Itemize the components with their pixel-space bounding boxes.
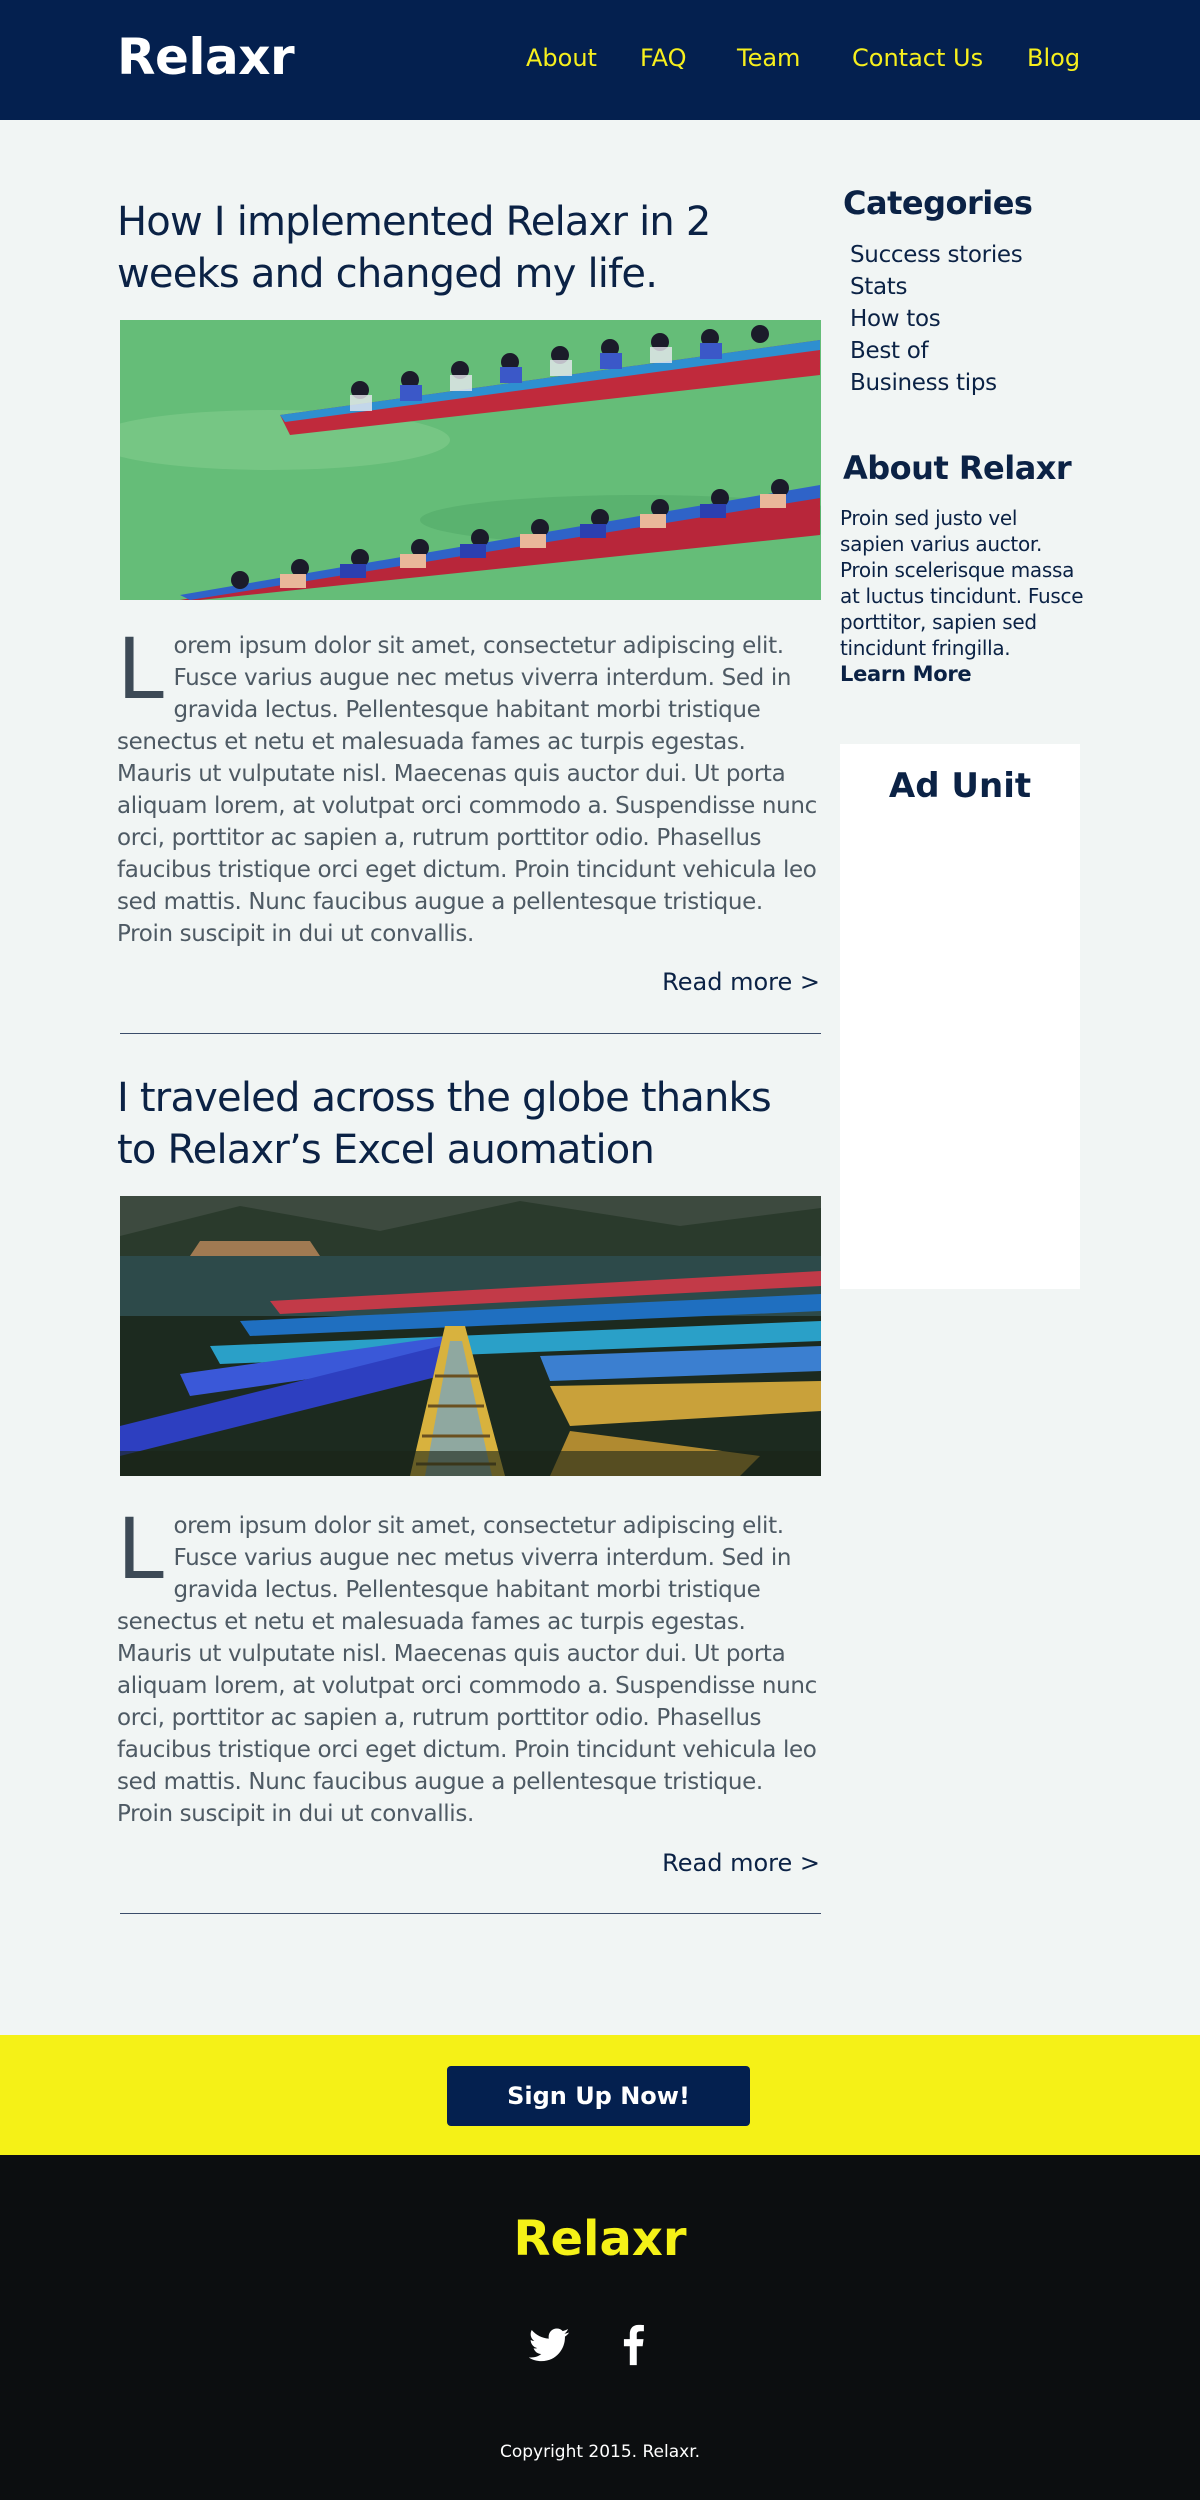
nav-link-faq[interactable]: FAQ (640, 44, 687, 72)
read-more-link[interactable]: Read more > (662, 968, 820, 996)
post-divider (120, 1033, 821, 1034)
categories-list (850, 239, 1022, 399)
category-business-tips[interactable]: Business tips (850, 370, 997, 396)
post-divider (120, 1913, 821, 1914)
about-blurb (840, 505, 1085, 687)
post-title[interactable]: How I implemented Relaxr in 2 weeks and changed my life. (117, 199, 711, 297)
sign-up-button[interactable]: Sign Up Now! (447, 2066, 750, 2126)
copyright-text: Copyright 2015. Relaxr. (499, 2442, 701, 2462)
ad-unit[interactable] (840, 744, 1080, 1289)
post-excerpt (117, 620, 822, 950)
footer-logo[interactable]: Relaxr (513, 2211, 687, 2267)
category-stats[interactable]: Stats (850, 274, 908, 300)
site-header (0, 0, 1200, 120)
post-excerpt-text: orem ipsum dolor sit amet, consectetur adipiscing elit. Fusce varius augue nec metus viverra interdum. Sed in gravida lectus. Pellentesque habitant morbi tristique senectus et netu et malesuada fames ac turpis egestas. Mauris ut vulputate nisl. Maecenas quis auctor dui. Ut porta aliquam lorem, at volutpat orci commodo a. Suspendisse nunc orci, porttitor ac sapien a, rutrum porttitor odio. Phasellus faucibus tristique orci eget dictum. Proin tincidunt vehicula leo sed mattis. Nunc faucibus augue a pellentesque tristique. Proin suscipit in dui ut convallis. (117, 633, 817, 947)
post-excerpt (117, 1500, 822, 1830)
boats-lake-photo (120, 1196, 821, 1476)
category-how-tos[interactable]: How tos (850, 306, 941, 332)
drop-cap: L (117, 620, 164, 718)
post-image-boats-lake[interactable] (120, 1196, 821, 1476)
drop-cap: L (117, 1500, 164, 1598)
nav-link-about[interactable]: About (526, 44, 597, 72)
twitter-icon[interactable] (527, 2323, 571, 2367)
about-text: Proin sed justo vel sapien varius auctor. Proin scelerisque massa at luctus tincidunt. Fusce porttitor, sapien sed tincidunt fringilla. (840, 506, 1084, 660)
nav-link-team[interactable]: Team (737, 44, 801, 72)
about-heading: About Relaxr (843, 449, 1072, 487)
post-excerpt-text: orem ipsum dolor sit amet, consectetur adipiscing elit. Fusce varius augue nec metus viverra interdum. Sed in gravida lectus. Pellentesque habitant morbi tristique senectus et netu et malesuada fames ac turpis egestas. Mauris ut vulputate nisl. Maecenas quis auctor dui. Ut porta aliquam lorem, at volutpat orci commodo a. Suspendisse nunc orci, porttitor ac sapien a, rutrum porttitor odio. Phasellus faucibus tristique orci eget dictum. Proin tincidunt vehicula leo sed mattis. Nunc faucibus augue a pellentesque tristique. Proin suscipit in dui ut convallis. (117, 1513, 817, 1827)
ad-unit-title: Ad Unit (888, 766, 1032, 806)
site-footer (0, 2155, 1200, 2500)
category-best-of[interactable]: Best of (850, 338, 929, 364)
nav-link-contact-us[interactable]: Contact Us (852, 44, 984, 72)
category-success-stories[interactable]: Success stories (850, 242, 1023, 268)
dragon-boat-photo (120, 320, 821, 600)
site-logo[interactable]: Relaxr (117, 28, 295, 86)
facebook-icon[interactable] (612, 2323, 656, 2367)
post-image-dragon-boats[interactable] (120, 320, 821, 600)
signup-band (0, 2035, 1200, 2155)
learn-more-link[interactable]: Learn More (840, 662, 972, 686)
post-title[interactable]: I traveled across the globe thanks to Relaxr’s Excel auomation (117, 1075, 771, 1173)
categories-heading: Categories (843, 184, 1033, 222)
nav-link-blog[interactable]: Blog (1027, 44, 1081, 72)
read-more-link[interactable]: Read more > (662, 1849, 820, 1877)
